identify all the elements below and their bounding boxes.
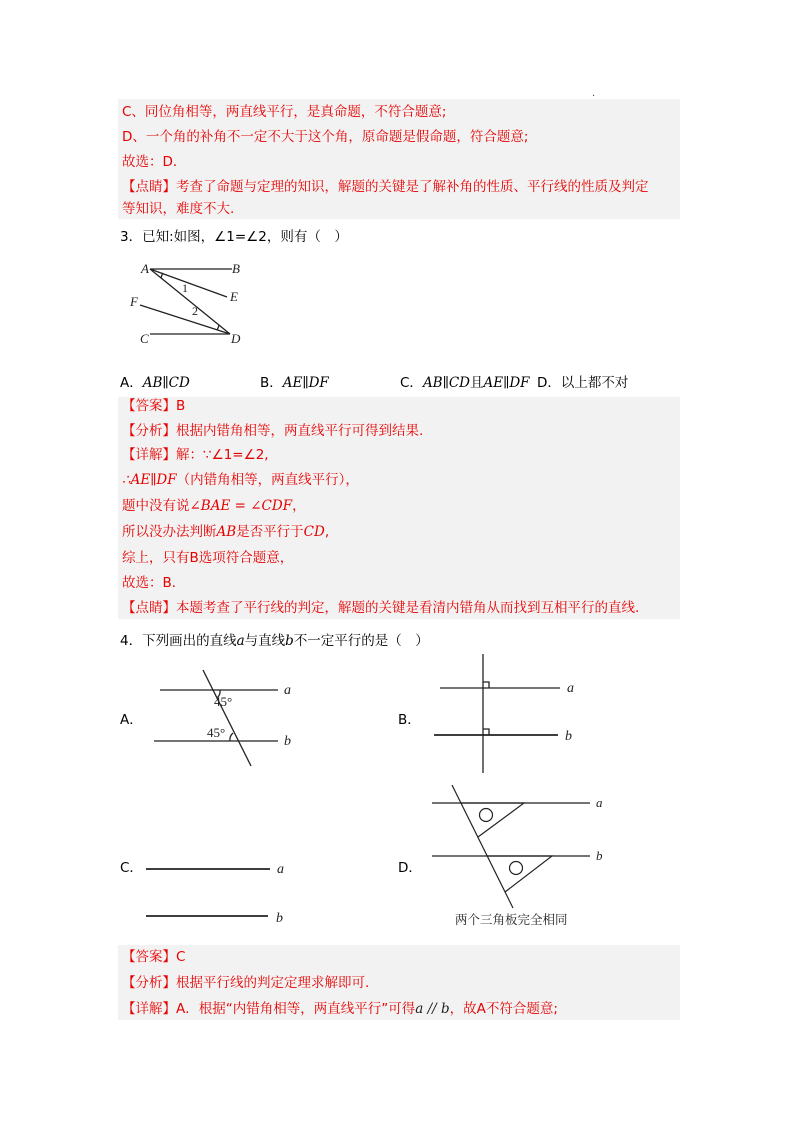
- q3-detail-2: [122, 471, 359, 489]
- answer-value: B: [176, 398, 186, 414]
- analysis-text: 根据内错角相等，两直线平行可得到结果.: [176, 423, 424, 439]
- detail-text: 题中没有说: [122, 498, 190, 514]
- label-d: D: [231, 331, 241, 346]
- label-f: F: [130, 294, 138, 309]
- comment-text: 本题考查了平行线的判定，解题的关键是看清内错角从而找到互相平行的直线.: [176, 600, 640, 616]
- q3-stem-prefix: 3．已知:如图，: [120, 229, 215, 245]
- answer-tag: 【答案】: [122, 398, 176, 414]
- q3-detail-3: [122, 497, 306, 515]
- option-and: 且: [470, 375, 484, 391]
- q3-detail-4: [122, 523, 329, 541]
- q3-option-c: [400, 371, 530, 391]
- q4-stem-a: a: [236, 633, 245, 649]
- q4-stem-b: b: [285, 633, 294, 649]
- option-label: A．: [120, 375, 143, 391]
- detail-math: CD: [303, 524, 325, 540]
- detail-math: a // b: [415, 1001, 450, 1017]
- q4-analysis: [122, 974, 369, 992]
- q3-detail-5: 综上，只有B选项符合题意，: [122, 550, 294, 566]
- detail-text: 是否平行于: [236, 524, 304, 540]
- comment-tag: 【点睛】: [122, 600, 176, 616]
- right-angle-mark-top: [483, 682, 489, 688]
- option-math: AB∥CD: [142, 375, 190, 391]
- detail-text: 所以没办法判断: [122, 524, 217, 540]
- triangle-bottom-hole: [510, 862, 523, 875]
- q4-stem-prefix: 4．下列画出的直线: [120, 633, 237, 649]
- option-math: AB∥CD: [422, 375, 470, 391]
- prev-choose-line: 故选：D．: [122, 154, 187, 170]
- detail-text: （内错角相等，两直线平行），: [176, 472, 359, 488]
- label-line-a: a: [596, 795, 603, 810]
- right-angle-mark-bottom: [483, 729, 489, 735]
- q4-stem-mid: 与直线: [244, 633, 286, 649]
- q4-figure-c: [140, 855, 300, 930]
- detail-end: ,: [324, 524, 330, 540]
- answer-value: C: [176, 949, 186, 965]
- detail-math: ∠BAE = ∠CDF: [189, 498, 293, 514]
- option-label: B．: [260, 375, 283, 391]
- angle-top-label: 45°: [214, 694, 233, 709]
- q3-option-a: [120, 371, 190, 391]
- q3-detail-6: 故选：B．: [122, 575, 186, 591]
- prev-comment-line-1: [122, 178, 649, 196]
- angle-bottom-arc: [230, 733, 233, 741]
- q3-analysis: [122, 422, 423, 440]
- triangle-top-hole: [480, 809, 493, 822]
- detail-text: ，故A不符合题意;: [449, 1001, 558, 1017]
- answer-tag: 【答案】: [122, 949, 176, 965]
- q3-stem: [120, 228, 348, 246]
- q3-answer: [122, 397, 185, 415]
- label-c: C: [140, 331, 149, 346]
- comment-text: 考查了命题与定理的知识，解题的关键是了解补角的性质、平行线的性质及判定: [176, 179, 649, 195]
- label-line-b: b: [596, 848, 603, 863]
- q4-stem-suffix: 不一定平行的是（ ）: [293, 633, 429, 649]
- label-line-a: a: [277, 862, 284, 877]
- prev-option-c-line: C、同位角相等，两直线平行，是真命题，不符合题意;: [122, 104, 447, 120]
- q3-option-d: D．以上都不对: [537, 375, 629, 391]
- label-b: B: [232, 261, 240, 276]
- detail-text: A．根据“内错角相等，两直线平行”可得: [176, 1001, 416, 1017]
- label-angle-2: 2: [192, 304, 198, 318]
- triangle-ruler-top: [461, 803, 524, 837]
- analysis-text: 根据平行线的判定定理求解即可.: [176, 975, 370, 991]
- detail-end: ，: [292, 498, 306, 514]
- q4-stem: [120, 632, 429, 650]
- q3-stem-condition: ∠1=∠2: [214, 229, 267, 245]
- q4-figure-b: [430, 652, 590, 777]
- q4-detail-1: [122, 1000, 558, 1018]
- analysis-tag: 【分析】: [122, 423, 176, 439]
- q4-figure-a: [150, 665, 310, 775]
- label-line-b: b: [565, 729, 572, 744]
- figure-d-caption: 两个三角板完全相同: [455, 912, 568, 927]
- detail-text: 解：∵∠1=∠2,: [176, 447, 269, 463]
- q3-figure: [120, 255, 270, 355]
- angle-2-arc: [217, 325, 219, 330]
- transversal: [203, 670, 251, 766]
- q3-comment: [122, 599, 639, 617]
- prev-comment-line-2: 等知识，难度不大.: [122, 201, 235, 217]
- detail-tag: 【详解】: [122, 447, 176, 463]
- label-angle-1: 1: [182, 281, 188, 295]
- q3-detail-1: [122, 446, 269, 464]
- angle-bottom-label: 45°: [207, 725, 226, 740]
- detail-tag: 【详解】: [122, 1001, 176, 1017]
- q4-option-b-label: B．: [398, 712, 421, 728]
- detail-math: AB: [216, 524, 237, 540]
- line-ad: [150, 269, 230, 334]
- q4-option-d-label: D．: [398, 860, 422, 876]
- q4-option-a-label: A．: [120, 712, 143, 728]
- label-a: A: [141, 261, 149, 276]
- line-ae: [150, 269, 227, 297]
- q3-stem-suffix: ，则有（ ）: [266, 229, 348, 245]
- comment-tag: 【点睛】: [122, 179, 176, 195]
- label-line-a: a: [284, 683, 291, 698]
- q3-option-b: [260, 371, 329, 391]
- detail-math: ∴AE∥DF: [122, 472, 177, 488]
- label-line-a: a: [567, 681, 574, 696]
- label-line-b: b: [276, 911, 283, 926]
- q4-option-c-label: C．: [120, 860, 143, 876]
- prev-option-d-line: D、一个角的补角不一定不大于这个角，原命题是假命题，符合题意;: [122, 129, 529, 145]
- option-math: AE∥DF: [282, 375, 329, 391]
- label-line-b: b: [284, 734, 291, 749]
- label-e: E: [230, 289, 238, 304]
- q4-answer: [122, 948, 185, 966]
- option-label: C．: [400, 375, 423, 391]
- option-math: AE∥DF: [483, 375, 530, 391]
- analysis-tag: 【分析】: [122, 975, 176, 991]
- page-dot: .: [592, 88, 596, 99]
- q4-figure-d: [430, 785, 610, 930]
